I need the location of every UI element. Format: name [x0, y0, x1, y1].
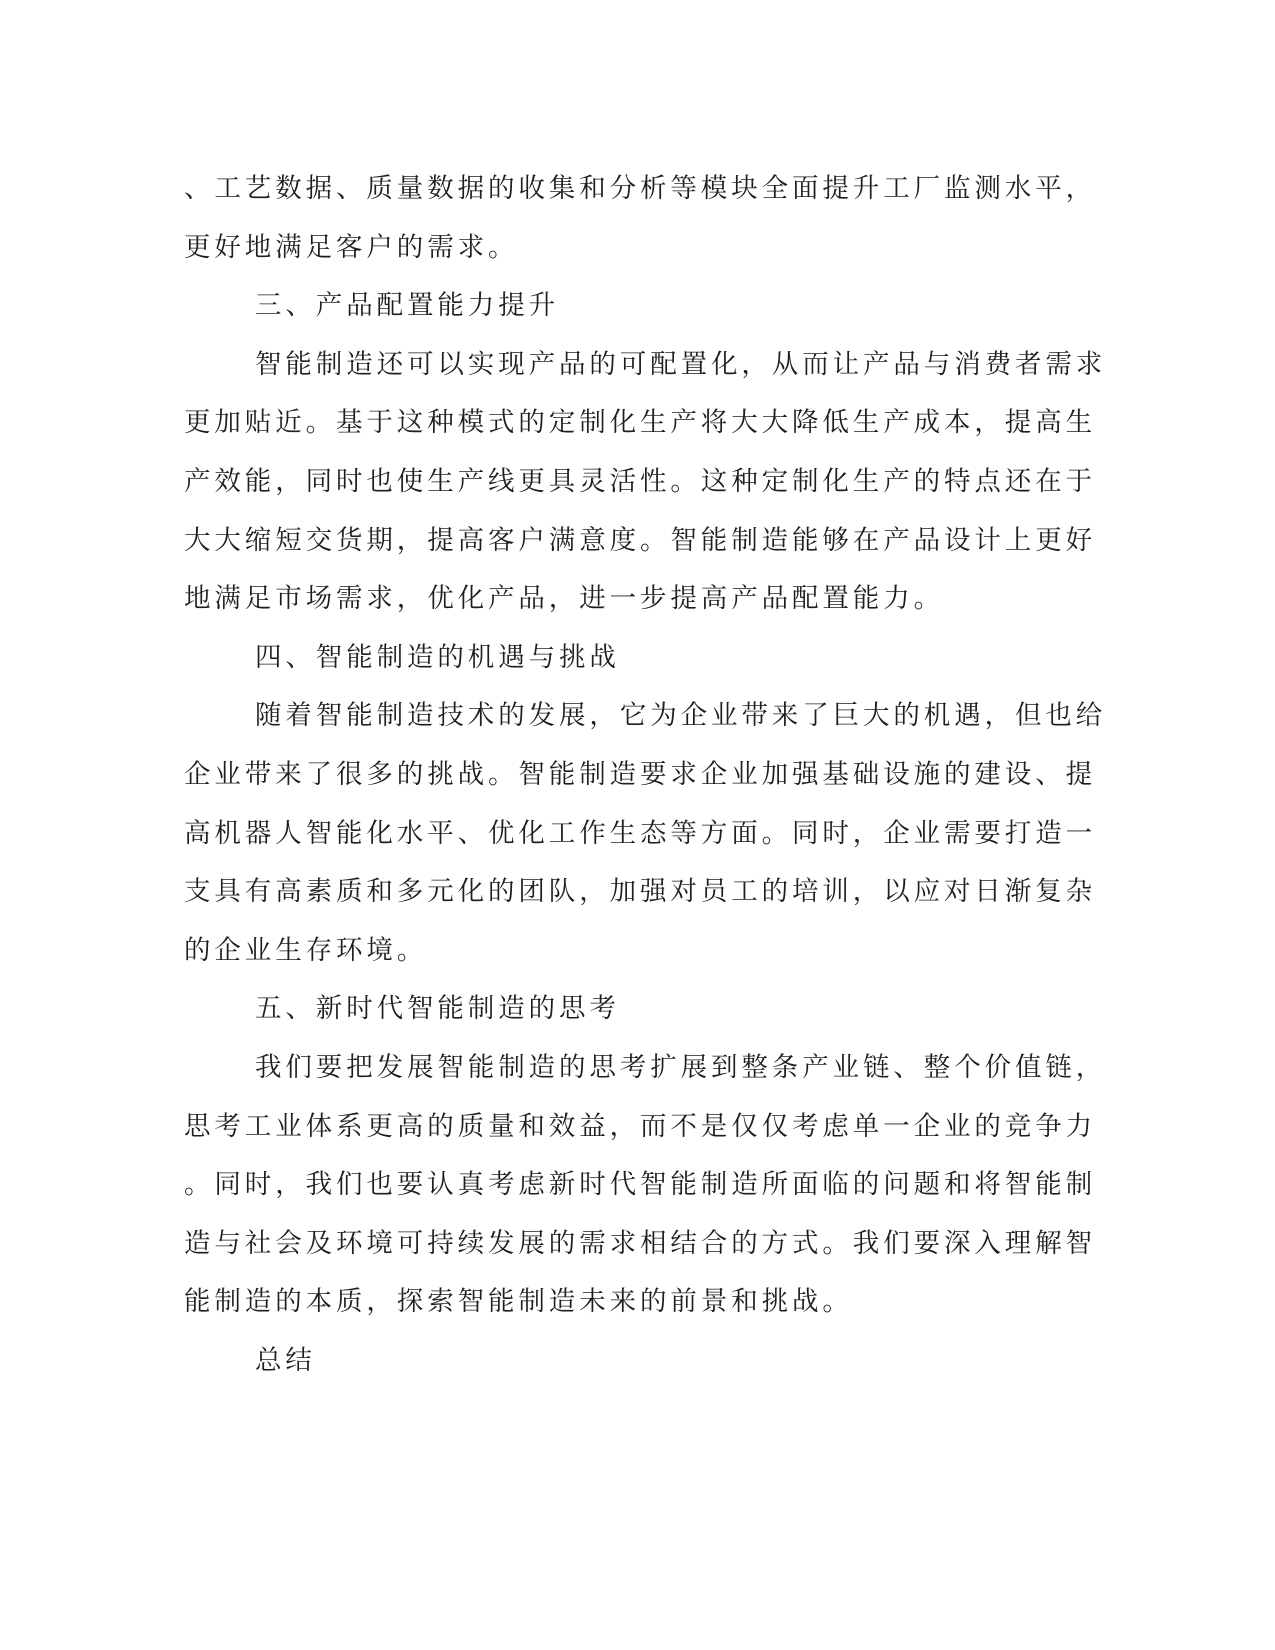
- paragraph-line: 能制造的本质，探索智能制造未来的前景和挑战。: [184, 1286, 853, 1318]
- paragraph-continuation: [184, 160, 1096, 277]
- paragraph-line: 、工艺数据、质量数据的收集和分析等模块全面提升工厂监测水平，: [184, 173, 1096, 204]
- heading-text: 五、新时代智能制造的思考: [255, 993, 620, 1025]
- paragraph-line: 产效能，同时也使生产线更具灵活性。这种定制化生产的特点还在于: [184, 465, 1096, 497]
- paragraph-opportunities-challenges: [184, 687, 1107, 980]
- paragraph-line: 更好地满足客户的需求。: [184, 231, 519, 263]
- section-heading-opportunities-challenges: [184, 629, 1044, 688]
- paragraph-line: 企业带来了很多的挑战。智能制造要求企业加强基础设施的建设、提: [184, 758, 1096, 790]
- document-body: [184, 160, 1107, 1390]
- paragraph-line: 高机器人智能化水平、优化工作生态等方面。同时，企业需要打造一: [184, 817, 1096, 849]
- paragraph-product-configuration: [184, 336, 1107, 629]
- paragraph-line: 更加贴近。基于这种模式的定制化生产将大大降低生产成本，提高生: [184, 407, 1096, 439]
- paragraph-line: 随着智能制造技术的发展，它为企业带来了巨大的机遇，但也给: [255, 700, 1107, 732]
- paragraph-line: 智能制造还可以实现产品的可配置化，从而让产品与消费者需求: [255, 348, 1107, 380]
- paragraph-line: 思考工业体系更高的质量和效益，而不是仅仅考虑单一企业的竞争力: [184, 1110, 1096, 1142]
- paragraph-line: 。同时，我们也要认真考虑新时代智能制造所面临的问题和将智能制: [184, 1169, 1096, 1201]
- heading-text: 四、智能制造的机遇与挑战: [255, 641, 620, 673]
- section-heading-new-era-thinking: [184, 980, 1044, 1039]
- paragraph-line: 的企业生存环境。: [184, 934, 428, 966]
- section-heading-summary: [184, 1332, 1044, 1391]
- heading-text: 三、产品配置能力提升: [255, 290, 559, 322]
- heading-text: 总结: [255, 1344, 316, 1376]
- paragraph-new-era-thinking: [184, 1039, 1107, 1332]
- paragraph-line: 地满足市场需求，优化产品，进一步提高产品配置能力。: [184, 583, 944, 615]
- section-heading-product-configuration: [184, 277, 1044, 336]
- paragraph-line: 造与社会及环境可持续发展的需求相结合的方式。我们要深入理解智: [184, 1227, 1096, 1259]
- paragraph-line: 大大缩短交货期，提高客户满意度。智能制造能够在产品设计上更好: [184, 524, 1096, 556]
- paragraph-line: 我们要把发展智能制造的思考扩展到整条产业链、整个价值链，: [255, 1051, 1107, 1083]
- paragraph-line: 支具有高素质和多元化的团队，加强对员工的培训，以应对日渐复杂: [184, 876, 1096, 908]
